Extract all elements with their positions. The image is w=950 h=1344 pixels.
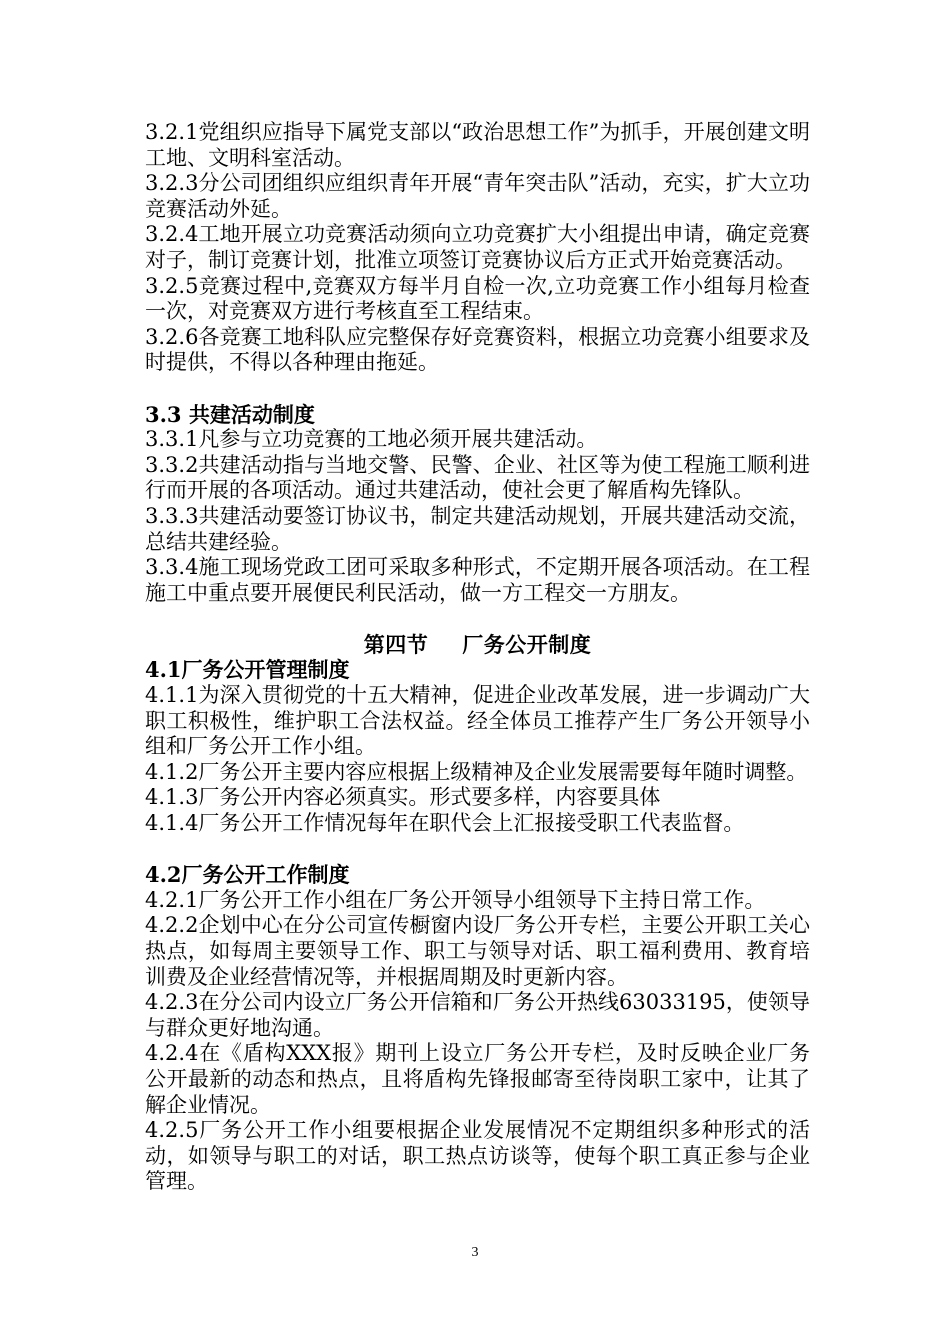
paragraph-3-2-5: 3.2.5竞赛过程中,竞赛双方每半月自检一次,立功竞赛工作小组每月检查一次，对竞赛双方进行考核直至工程结束。	[145, 273, 810, 324]
paragraph-4-2-4: 4.2.4在《盾构XXX报》期刊上设立厂务公开专栏，及时反映企业厂务公开最新的动态和热点，且将盾构先锋报邮寄至待岗职工家中，让其了解企业情况。	[145, 1041, 810, 1117]
paragraph-4-1-2: 4.1.2厂务公开主要内容应根据上级精神及企业发展需要每年随时调整。	[145, 759, 808, 784]
paragraph-3-2-3: 3.2.3分公司团组织应组织青年开展“青年突击队”活动，充实，扩大立功竞赛活动外延。	[145, 171, 810, 221]
paragraph-4-2-1: 4.2.1厂务公开工作小组在厂务公开领导小组领导下主持日常工作。	[145, 887, 766, 912]
paragraph-4-2-3: 4.2.3在分公司内设立厂务公开信箱和厂务公开热线63033195，使领导与群众更好地沟通。	[145, 990, 810, 1040]
paragraph-3-3-1: 3.3.1凡参与立功竞赛的工地必须开展共建活动。	[145, 427, 598, 452]
paragraph-4-1-4: 4.1.4厂务公开工作情况每年在职代会上汇报接受职工代表监督。	[145, 811, 745, 836]
paragraph-3-2-6: 3.2.6各竞赛工地科队应完整保存好竞赛资料，根据立功竞赛小组要求及时提供，不得以各种理由拖延。	[145, 324, 810, 375]
section-number: 第四节	[363, 631, 429, 657]
heading-3-3: 3.3 共建活动制度	[145, 401, 315, 427]
paragraph-3-3-4: 3.3.4施工现场党政工团可采取多种形式，不定期开展各项活动。在工程施工中重点要开展便民利民活动，做一方工程交一方朋友。	[145, 555, 810, 605]
heading-4-1: 4.1厂务公开管理制度	[145, 657, 350, 683]
spacer	[145, 376, 810, 402]
spacer	[145, 606, 810, 632]
paragraph-4-1-3: 4.1.3厂务公开内容必须真实。形式要多样，内容要具体	[145, 785, 661, 810]
paragraph-3-3-3: 3.3.3共建活动要签订协议书，制定共建活动规划，开展共建活动交流，总结共建经验。	[145, 503, 810, 554]
page-number: 3	[471, 1245, 479, 1260]
paragraph-4-1-1: 4.1.1为深入贯彻党的十五大精神，促进企业改革发展，进一步调动广大职工积极性，维护职工合法权益。经全体员工推荐产生厂务公开领导小组和厂务公开工作小组。	[145, 683, 810, 759]
heading-4-2: 4.2厂务公开工作制度	[145, 862, 350, 888]
paragraph-4-2-2: 4.2.2企划中心在分公司宣传橱窗内设厂务公开专栏，主要公开职工关心热点，如每周主要领导工作、职工与领导对话、职工福利费用、教育培训费及企业经营情况等，并根据周期及时更新内容。	[145, 913, 810, 989]
spacer	[145, 837, 810, 863]
page-content	[145, 120, 810, 1195]
paragraph-4-2-5: 4.2.5厂务公开工作小组要根据企业发展情况不定期组织多种形式的活动，如领导与职工的对话，职工热点访谈等，使每个职工真正参与企业管理。	[145, 1118, 810, 1194]
paragraph-3-3-2: 3.3.2共建活动指与当地交警、民警、企业、社区等为使工程施工顺利进行而开展的各项活动。通过共建活动，使社会更了解盾构先锋队。	[145, 452, 810, 503]
paragraph-3-2-4: 3.2.4工地开展立功竞赛活动须向立功竞赛扩大小组提出申请，确定竞赛对子，制订竞赛计划，批准立项签订竞赛协议后方正式开始竞赛活动。	[145, 222, 810, 272]
paragraph-3-2-1: 3.2.1党组织应指导下属党支部以“政治思想工作”为抓手，开展创建文明工地、文明科室活动。	[145, 120, 810, 170]
section-name: 厂务公开制度	[462, 631, 592, 657]
section-title	[145, 632, 810, 658]
